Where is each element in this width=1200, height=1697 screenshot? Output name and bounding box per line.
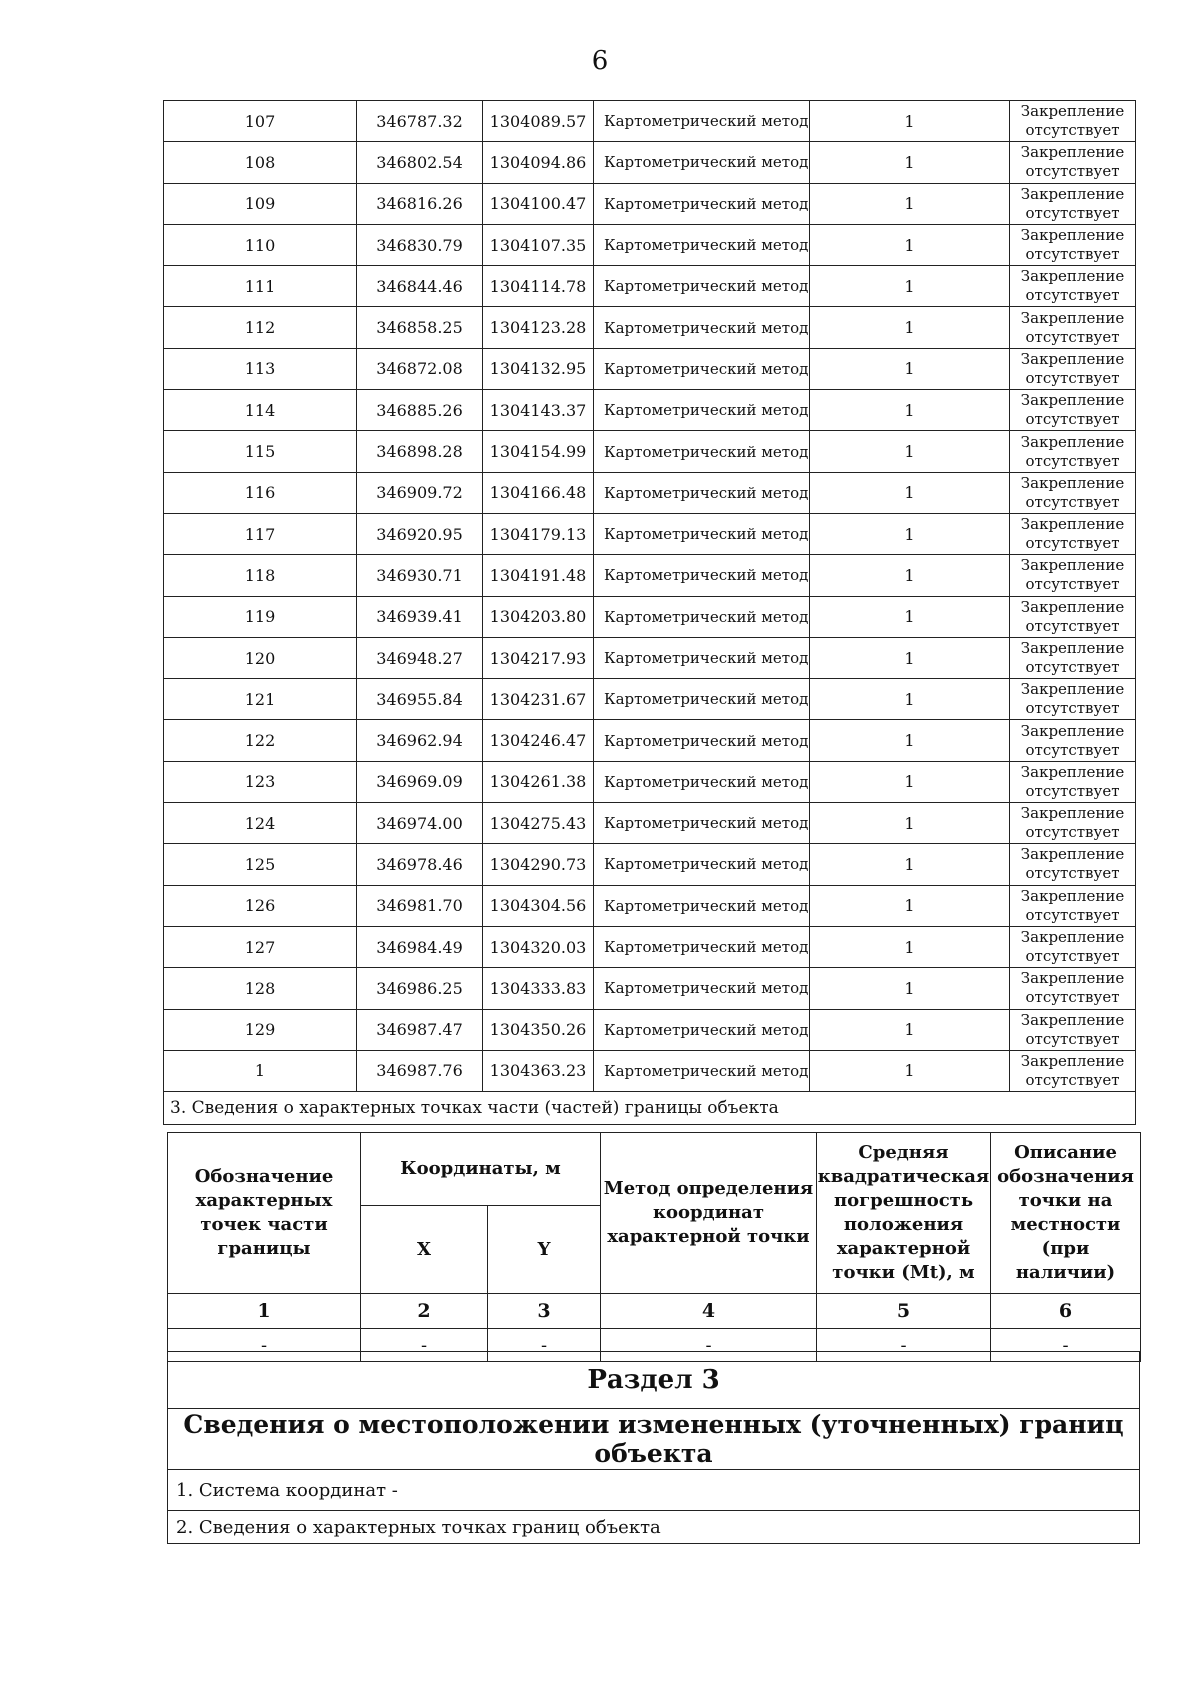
mt-cell: 1 (810, 679, 1010, 720)
coordinate-y: 1304166.48 (483, 472, 594, 513)
coordinate-x: 346872.08 (357, 348, 483, 389)
table-row (164, 142, 1136, 183)
fixing-text: Закрепление (1020, 267, 1125, 286)
fixing-text: Закрепление (1020, 597, 1125, 616)
coordinate-x: 346962.94 (357, 720, 483, 761)
part-points-table (167, 1132, 1141, 1362)
table-row (164, 224, 1136, 265)
column-number: 1 (168, 1294, 361, 1329)
coordinate-x: 346981.70 (357, 885, 483, 926)
mt-cell: 1 (810, 968, 1010, 1009)
table-row (164, 761, 1136, 802)
mt-cell: 1 (810, 596, 1010, 637)
coordinate-x: 346885.26 (357, 390, 483, 431)
coordinate-y: 1304143.37 (483, 390, 594, 431)
table-row (164, 720, 1136, 761)
fixing-cell (1010, 142, 1136, 183)
fixing-text: Закрепление (1020, 102, 1125, 121)
table-row (164, 472, 1136, 513)
header-coordinates: Координаты, м (361, 1133, 601, 1206)
coordinate-y: 1304320.03 (483, 926, 594, 967)
coordinate-x: 346987.47 (357, 1009, 483, 1050)
fixing-cell (1010, 431, 1136, 472)
fixing-text: отсутствует (1025, 451, 1120, 470)
fixing-cell (1010, 348, 1136, 389)
coordinate-x: 346955.84 (357, 679, 483, 720)
point-number: 125 (164, 844, 357, 885)
fixing-text: отсутствует (1025, 823, 1120, 842)
table-row (164, 101, 1136, 142)
table-row (164, 803, 1136, 844)
fixing-text: отсутствует (1025, 534, 1120, 553)
fixing-text: Закрепление (1020, 1051, 1125, 1070)
fixing-text: отсутствует (1025, 410, 1120, 429)
mt-cell: 1 (810, 101, 1010, 142)
fixing-text: отсутствует (1025, 245, 1120, 264)
mt-cell: 1 (810, 307, 1010, 348)
fixing-text: отсутствует (1025, 1070, 1120, 1089)
coordinate-y: 1304179.13 (483, 513, 594, 554)
fixing-text: Закрепление (1020, 473, 1125, 492)
fixing-text: отсутствует (1025, 905, 1120, 924)
point-number: 110 (164, 224, 357, 265)
table-row (164, 183, 1136, 224)
coordinate-x: 346948.27 (357, 637, 483, 678)
fixing-text: Закрепление (1020, 184, 1125, 203)
mt-cell: 1 (810, 926, 1010, 967)
coordinate-y: 1304350.26 (483, 1009, 594, 1050)
table-row (164, 926, 1136, 967)
coordinate-x: 346802.54 (357, 142, 483, 183)
header-designation: Обозначение характерных точек части границы (168, 1133, 361, 1294)
point-number: 107 (164, 101, 357, 142)
point-number: 128 (164, 968, 357, 1009)
coordinate-x: 346787.32 (357, 101, 483, 142)
method-cell: Картометрический метод (594, 513, 810, 554)
fixing-text: Закрепление (1020, 1010, 1125, 1029)
point-number: 114 (164, 390, 357, 431)
method-cell: Картометрический метод (594, 1009, 810, 1050)
fixing-text: отсутствует (1025, 203, 1120, 222)
header-description: Описание обозначения точки на местности (при наличии) (991, 1133, 1141, 1294)
point-number: 124 (164, 803, 357, 844)
fixing-cell (1010, 307, 1136, 348)
point-number: 118 (164, 555, 357, 596)
fixing-cell (1010, 183, 1136, 224)
header-method: Метод определения координат характерной точки (601, 1133, 817, 1294)
fixing-text: Закрепление (1020, 928, 1125, 947)
header-error: Средняя квадратическая погрешность положения характерной точки (Mt), м (817, 1133, 991, 1294)
table-row (164, 968, 1136, 1009)
fixing-cell (1010, 224, 1136, 265)
method-cell: Картометрический метод (594, 224, 810, 265)
part-points-heading: 3. Сведения о характерных точках части (частей) границы объекта (164, 1092, 1136, 1125)
column-number: 3 (488, 1294, 601, 1329)
table-row (164, 679, 1136, 720)
point-number: 129 (164, 1009, 357, 1050)
fixing-cell (1010, 803, 1136, 844)
mt-cell: 1 (810, 720, 1010, 761)
section-3-subtitle: Сведения о местоположении измененных (уточненных) границ объекта (168, 1409, 1140, 1470)
fixing-cell (1010, 472, 1136, 513)
mt-cell: 1 (810, 142, 1010, 183)
fixing-text: Закрепление (1020, 886, 1125, 905)
boundary-points-table (163, 100, 1136, 1125)
fixing-cell (1010, 637, 1136, 678)
fixing-text: отсутствует (1025, 327, 1120, 346)
column-number: 5 (817, 1294, 991, 1329)
fixing-cell (1010, 679, 1136, 720)
method-cell: Картометрический метод (594, 968, 810, 1009)
point-number: 108 (164, 142, 357, 183)
fixing-cell (1010, 390, 1136, 431)
fixing-text: отсутствует (1025, 740, 1120, 759)
method-cell: Картометрический метод (594, 885, 810, 926)
method-cell: Картометрический метод (594, 926, 810, 967)
fixing-text: отсутствует (1025, 492, 1120, 511)
fixing-text: отсутствует (1025, 864, 1120, 883)
fixing-text: отсутствует (1025, 162, 1120, 181)
point-number: 113 (164, 348, 357, 389)
coordinate-x: 346939.41 (357, 596, 483, 637)
coordinate-x: 346978.46 (357, 844, 483, 885)
coordinate-y: 1304123.28 (483, 307, 594, 348)
fixing-text: отсутствует (1025, 699, 1120, 718)
method-cell: Картометрический метод (594, 183, 810, 224)
section-3-table (167, 1351, 1140, 1544)
fixing-cell (1010, 513, 1136, 554)
method-cell: Картометрический метод (594, 555, 810, 596)
fixing-text: отсутствует (1025, 575, 1120, 594)
coordinate-x: 346898.28 (357, 431, 483, 472)
coordinate-system-line: 1. Система координат - (168, 1470, 1140, 1511)
column-number: 6 (991, 1294, 1141, 1329)
fixing-text: Закрепление (1020, 804, 1125, 823)
coordinate-y: 1304094.86 (483, 142, 594, 183)
empty-cell: - (361, 1329, 488, 1362)
table-row (164, 637, 1136, 678)
point-number: 109 (164, 183, 357, 224)
point-number: 117 (164, 513, 357, 554)
fixing-text: Закрепление (1020, 721, 1125, 740)
fixing-cell (1010, 968, 1136, 1009)
mt-cell: 1 (810, 513, 1010, 554)
point-number: 115 (164, 431, 357, 472)
section-heading-row (164, 1092, 1136, 1125)
mt-cell: 1 (810, 266, 1010, 307)
fixing-text: отсутствует (1025, 121, 1120, 140)
point-number: 1 (164, 1050, 357, 1091)
coordinate-y: 1304304.56 (483, 885, 594, 926)
mt-cell: 1 (810, 348, 1010, 389)
fixing-cell (1010, 1050, 1136, 1091)
coordinate-y: 1304107.35 (483, 224, 594, 265)
fixing-cell (1010, 720, 1136, 761)
coordinate-y: 1304290.73 (483, 844, 594, 885)
fixing-text: отсутствует (1025, 368, 1120, 387)
method-cell: Картометрический метод (594, 266, 810, 307)
empty-cell: - (488, 1329, 601, 1362)
coordinate-y: 1304333.83 (483, 968, 594, 1009)
fixing-text: Закрепление (1020, 432, 1125, 451)
method-cell: Картометрический метод (594, 431, 810, 472)
fixing-cell (1010, 555, 1136, 596)
point-number: 123 (164, 761, 357, 802)
mt-cell: 1 (810, 224, 1010, 265)
coordinate-x: 346986.25 (357, 968, 483, 1009)
method-cell: Картометрический метод (594, 390, 810, 431)
fixing-text: отсутствует (1025, 286, 1120, 305)
table-row (164, 307, 1136, 348)
table-row (164, 390, 1136, 431)
table-row (164, 555, 1136, 596)
empty-cell: - (817, 1329, 991, 1362)
table-row (164, 1009, 1136, 1050)
coordinate-y: 1304114.78 (483, 266, 594, 307)
points-heading-line: 2. Сведения о характерных точках границ объекта (168, 1511, 1140, 1544)
coordinate-y: 1304132.95 (483, 348, 594, 389)
table-row (164, 1050, 1136, 1091)
fixing-text: Закрепление (1020, 845, 1125, 864)
coordinate-y: 1304275.43 (483, 803, 594, 844)
mt-cell: 1 (810, 183, 1010, 224)
coordinate-x: 346830.79 (357, 224, 483, 265)
point-number: 120 (164, 637, 357, 678)
method-cell: Картометрический метод (594, 472, 810, 513)
point-number: 116 (164, 472, 357, 513)
coordinate-x: 346920.95 (357, 513, 483, 554)
table-row (164, 596, 1136, 637)
method-cell: Картометрический метод (594, 101, 810, 142)
fixing-text: отсутствует (1025, 988, 1120, 1007)
coordinate-x: 346974.00 (357, 803, 483, 844)
empty-cell: - (168, 1329, 361, 1362)
method-cell: Картометрический метод (594, 596, 810, 637)
fixing-cell (1010, 101, 1136, 142)
mt-cell: 1 (810, 472, 1010, 513)
fixing-cell (1010, 844, 1136, 885)
table-row (164, 348, 1136, 389)
mt-cell: 1 (810, 555, 1010, 596)
point-number: 126 (164, 885, 357, 926)
mt-cell: 1 (810, 1009, 1010, 1050)
fixing-cell (1010, 761, 1136, 802)
fixing-cell (1010, 885, 1136, 926)
fixing-text: Закрепление (1020, 349, 1125, 368)
coordinate-y: 1304100.47 (483, 183, 594, 224)
coordinate-y: 1304217.93 (483, 637, 594, 678)
fixing-text: Закрепление (1020, 308, 1125, 327)
page-number: 6 (591, 46, 609, 76)
fixing-cell (1010, 926, 1136, 967)
table-row (164, 513, 1136, 554)
point-number: 111 (164, 266, 357, 307)
method-cell: Картометрический метод (594, 307, 810, 348)
fixing-text: отсутствует (1025, 616, 1120, 635)
fixing-text: Закрепление (1020, 762, 1125, 781)
method-cell: Картометрический метод (594, 1050, 810, 1091)
method-cell: Картометрический метод (594, 348, 810, 389)
coordinate-x: 346930.71 (357, 555, 483, 596)
mt-cell: 1 (810, 844, 1010, 885)
method-cell: Картометрический метод (594, 679, 810, 720)
coordinate-x: 346984.49 (357, 926, 483, 967)
coordinate-y: 1304231.67 (483, 679, 594, 720)
header-y: Y (488, 1206, 601, 1294)
fixing-text: Закрепление (1020, 969, 1125, 988)
table-row (164, 885, 1136, 926)
coordinate-x: 346858.25 (357, 307, 483, 348)
point-number: 122 (164, 720, 357, 761)
header-x: X (361, 1206, 488, 1294)
fixing-text: Закрепление (1020, 143, 1125, 162)
mt-cell: 1 (810, 885, 1010, 926)
table-row (164, 844, 1136, 885)
point-number: 127 (164, 926, 357, 967)
column-number: 2 (361, 1294, 488, 1329)
table-row (164, 431, 1136, 472)
fixing-text: отсутствует (1025, 658, 1120, 676)
fixing-text: Закрепление (1020, 391, 1125, 410)
coordinate-y: 1304363.23 (483, 1050, 594, 1091)
empty-cell: - (601, 1329, 817, 1362)
fixing-text: отсутствует (1025, 1029, 1120, 1048)
method-cell: Картометрический метод (594, 142, 810, 183)
method-cell: Картометрический метод (594, 720, 810, 761)
empty-cell: - (991, 1329, 1141, 1362)
coordinate-y: 1304089.57 (483, 101, 594, 142)
section-3-title: Раздел 3 (168, 1352, 1140, 1409)
method-cell: Картометрический метод (594, 844, 810, 885)
mt-cell: 1 (810, 761, 1010, 802)
fixing-text: Закрепление (1020, 226, 1125, 245)
coordinate-x: 346969.09 (357, 761, 483, 802)
point-number: 121 (164, 679, 357, 720)
coordinate-y: 1304261.38 (483, 761, 594, 802)
coordinate-x: 346909.72 (357, 472, 483, 513)
coordinate-x: 346987.76 (357, 1050, 483, 1091)
point-number: 112 (164, 307, 357, 348)
method-cell: Картометрический метод (594, 803, 810, 844)
mt-cell: 1 (810, 803, 1010, 844)
fixing-text: Закрепление (1020, 680, 1125, 699)
coordinate-y: 1304246.47 (483, 720, 594, 761)
coordinate-y: 1304191.48 (483, 555, 594, 596)
coordinate-y: 1304203.80 (483, 596, 594, 637)
coordinate-x: 346844.46 (357, 266, 483, 307)
mt-cell: 1 (810, 637, 1010, 678)
fixing-cell (1010, 1009, 1136, 1050)
fixing-text: отсутствует (1025, 781, 1120, 800)
fixing-cell (1010, 266, 1136, 307)
fixing-text: Закрепление (1020, 639, 1125, 657)
point-number: 119 (164, 596, 357, 637)
mt-cell: 1 (810, 1050, 1010, 1091)
table-row (164, 266, 1136, 307)
coordinate-x: 346816.26 (357, 183, 483, 224)
method-cell: Картометрический метод (594, 761, 810, 802)
mt-cell: 1 (810, 390, 1010, 431)
fixing-cell (1010, 596, 1136, 637)
mt-cell: 1 (810, 431, 1010, 472)
coordinate-y: 1304154.99 (483, 431, 594, 472)
fixing-text: Закрепление (1020, 556, 1125, 575)
fixing-text: Закрепление (1020, 515, 1125, 534)
column-number: 4 (601, 1294, 817, 1329)
fixing-text: отсутствует (1025, 947, 1120, 966)
method-cell: Картометрический метод (594, 637, 810, 678)
